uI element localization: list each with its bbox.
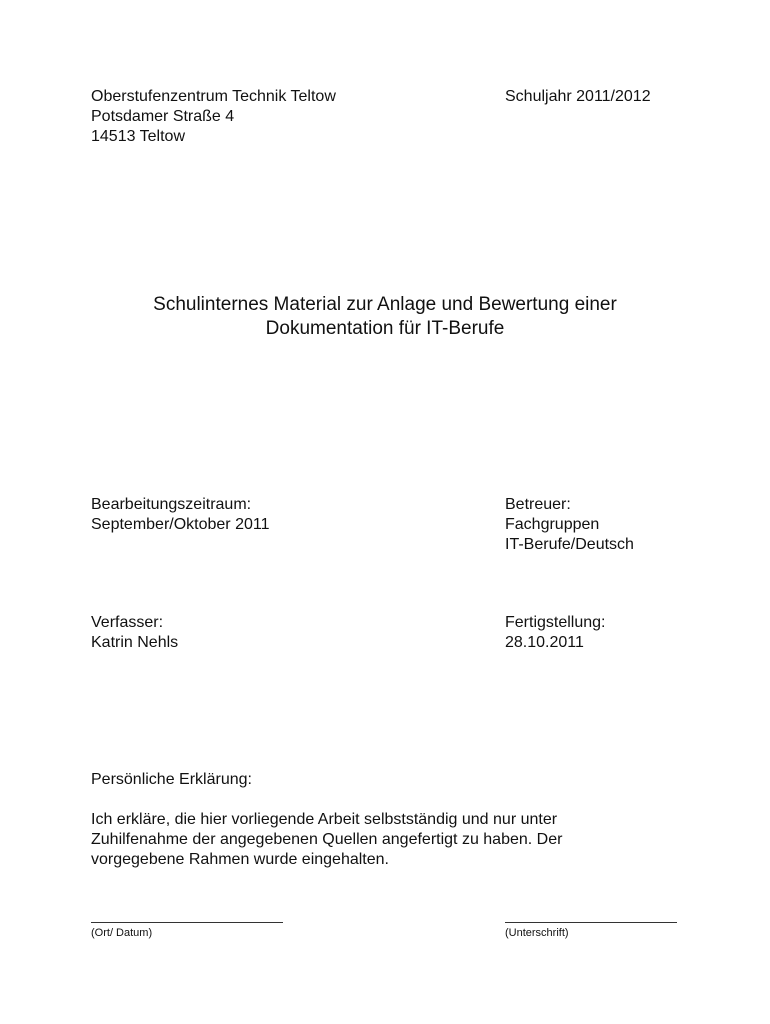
declaration-line-2: Zuhilfenahme der angegebenen Quellen angefertigt zu haben. Der — [91, 831, 563, 848]
supervisor-line-1: Fachgruppen — [505, 516, 600, 533]
school-street: Potsdamer Straße 4 — [91, 108, 235, 125]
completion-date: 28.10.2011 — [505, 634, 584, 651]
supervisor-line-2: IT-Berufe/Deutsch — [505, 536, 634, 553]
period-value: September/Oktober 2011 — [91, 516, 270, 533]
completion-label: Fertigstellung: — [505, 614, 606, 631]
period-label: Bearbeitungszeitraum: — [91, 496, 252, 513]
place-date-line — [91, 922, 283, 923]
signature-line — [505, 922, 677, 923]
document-title-line-2: Dokumentation für IT-Berufe — [265, 318, 505, 339]
author-name: Katrin Nehls — [91, 634, 179, 651]
supervisor-label: Betreuer: — [505, 496, 571, 513]
declaration-line-1: Ich erkläre, die hier vorliegende Arbeit selbstständig und nur unter — [91, 811, 558, 828]
school-year: Schuljahr 2011/2012 — [505, 88, 651, 105]
place-date-label: (Ort/ Datum) — [91, 927, 153, 939]
declaration-line-3: vorgegebene Rahmen wurde eingehalten. — [91, 851, 389, 868]
school-city: 14513 Teltow — [91, 128, 185, 145]
author-label: Verfasser: — [91, 614, 164, 631]
signature-label: (Unterschrift) — [505, 927, 569, 939]
school-name: Oberstufenzentrum Technik Teltow — [91, 88, 336, 105]
declaration-heading: Persönliche Erklärung: — [91, 771, 252, 788]
document-title-line-1: Schulinternes Material zur Anlage und Bewertung einer — [153, 294, 617, 315]
